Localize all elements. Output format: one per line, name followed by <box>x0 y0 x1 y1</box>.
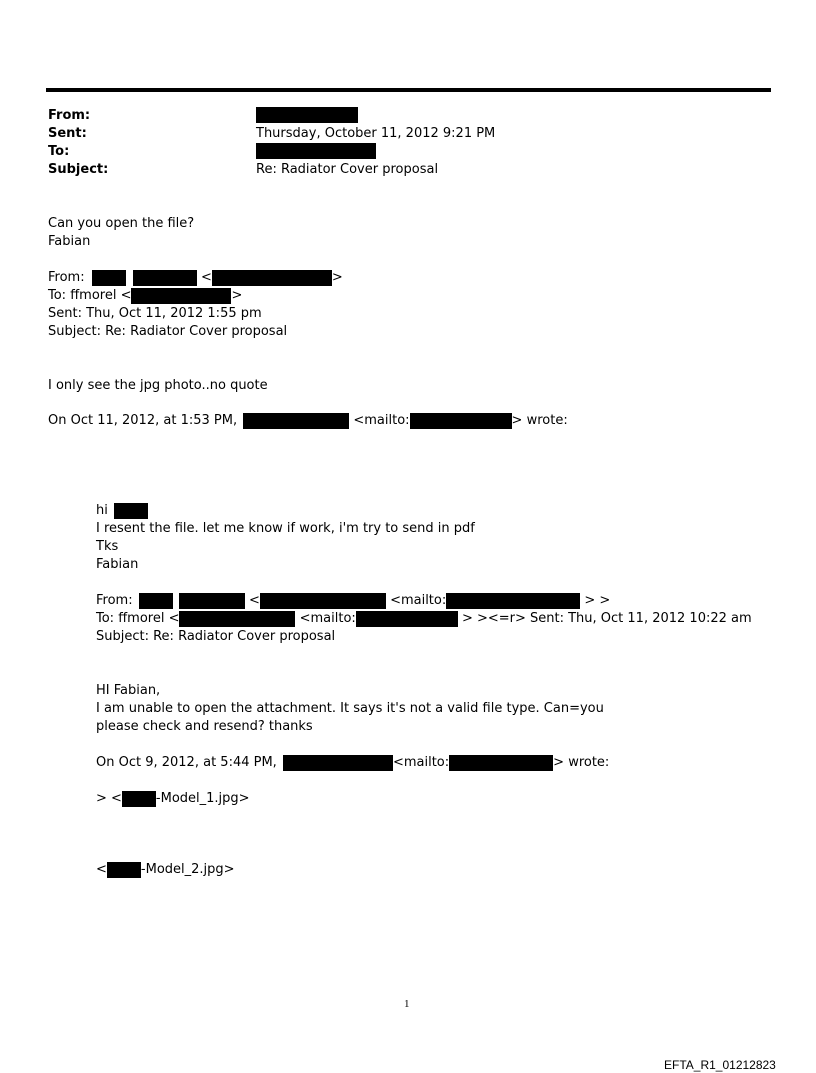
angle-close: > <box>511 413 523 428</box>
attachment-1 <box>96 791 250 807</box>
redaction <box>410 413 512 429</box>
mailto-text: <mailto: <box>390 593 447 608</box>
quoted-subject: Subject: Re: Radiator Cover proposal <box>48 324 288 339</box>
angle-open: < <box>201 270 212 285</box>
quoted-message: I only see the jpg photo..no quote <box>48 378 268 393</box>
redaction <box>356 611 458 627</box>
attachment-prefix: > < <box>96 791 122 806</box>
redaction <box>107 862 141 878</box>
reply-line: I resent the file. let me know if work, i'm try to send in pdf <box>96 521 475 536</box>
redaction <box>122 791 156 807</box>
sent-label: Sent: <box>48 126 87 141</box>
subject-value: Re: Radiator Cover proposal <box>256 162 439 177</box>
footer-doc-id: EFTA_R1_01212823 <box>664 1058 776 1072</box>
redaction <box>260 593 386 609</box>
redaction <box>131 288 231 304</box>
wrote-text: wrote: <box>526 413 568 428</box>
angle-open: < <box>249 593 260 608</box>
angle-close: > <box>553 755 565 770</box>
redaction <box>139 593 173 609</box>
quoted-from <box>48 270 343 286</box>
redaction <box>133 270 197 286</box>
attachment-prefix: < <box>96 862 107 877</box>
redaction <box>283 755 393 771</box>
redaction <box>243 413 349 429</box>
quoted-sent-2: > ><=r> Sent: Thu, Oct 11, 2012 10:22 am <box>461 611 752 626</box>
angle-close: > > <box>584 593 611 608</box>
angle-close: > <box>231 288 243 303</box>
reply-signature: Fabian <box>96 557 139 572</box>
wrote-text: wrote: <box>568 755 610 770</box>
redaction <box>446 593 580 609</box>
message-line: please check and resend? thanks <box>96 719 313 734</box>
on-date-text: On Oct 9, 2012, at 5:44 PM, <box>96 755 277 770</box>
angle-close: > <box>331 270 343 285</box>
quoted-to-label: To: ffmorel < <box>96 611 180 626</box>
attachment-name: -Model_1.jpg> <box>155 791 250 806</box>
quoted-from-label: From: <box>96 593 133 608</box>
body-line: Can you open the file? <box>48 216 195 231</box>
subject-label: Subject: <box>48 162 109 177</box>
redaction <box>179 611 295 627</box>
from-label: From: <box>48 108 91 123</box>
attachment-2 <box>96 862 235 878</box>
redaction <box>449 755 553 771</box>
quoted-to-label: To: ffmorel < <box>48 288 132 303</box>
quoted-on-line <box>48 413 568 429</box>
quoted-from-label: From: <box>48 270 85 285</box>
from-value-redacted <box>256 107 358 123</box>
mailto-text: <mailto: <box>392 755 450 770</box>
quoted-sent: Sent: Thu, Oct 11, 2012 1:55 pm <box>48 306 262 321</box>
quoted-subject-2: Subject: Re: Radiator Cover proposal <box>96 629 336 644</box>
message-line: I am unable to open the attachment. It says it's not a valid file type. Can=you <box>96 701 604 716</box>
sent-value: Thursday, October 11, 2012 9:21 PM <box>256 126 496 141</box>
to-label: To: <box>48 144 70 159</box>
redaction <box>92 270 126 286</box>
quoted-to-2 <box>96 611 752 627</box>
redaction <box>179 593 245 609</box>
mailto-text: <mailto: <box>353 413 410 428</box>
signature: Fabian <box>48 234 91 249</box>
hi-text: hi <box>96 503 108 518</box>
to-value-redacted <box>256 143 376 159</box>
reply-line: Tks <box>96 539 119 554</box>
greeting: HI Fabian, <box>96 683 161 698</box>
quoted-to <box>48 288 242 304</box>
top-rule <box>46 88 771 92</box>
on-date-text: On Oct 11, 2012, at 1:53 PM, <box>48 413 238 428</box>
attachment-name: -Model_2.jpg> <box>140 862 235 877</box>
redaction <box>114 503 148 519</box>
page-number: 1 <box>404 998 410 1010</box>
mailto-text: <mailto: <box>299 611 356 626</box>
hi-line <box>96 503 148 519</box>
quoted-on-line-2 <box>96 755 609 771</box>
redaction <box>212 270 332 286</box>
quoted-from-2 <box>96 593 610 609</box>
